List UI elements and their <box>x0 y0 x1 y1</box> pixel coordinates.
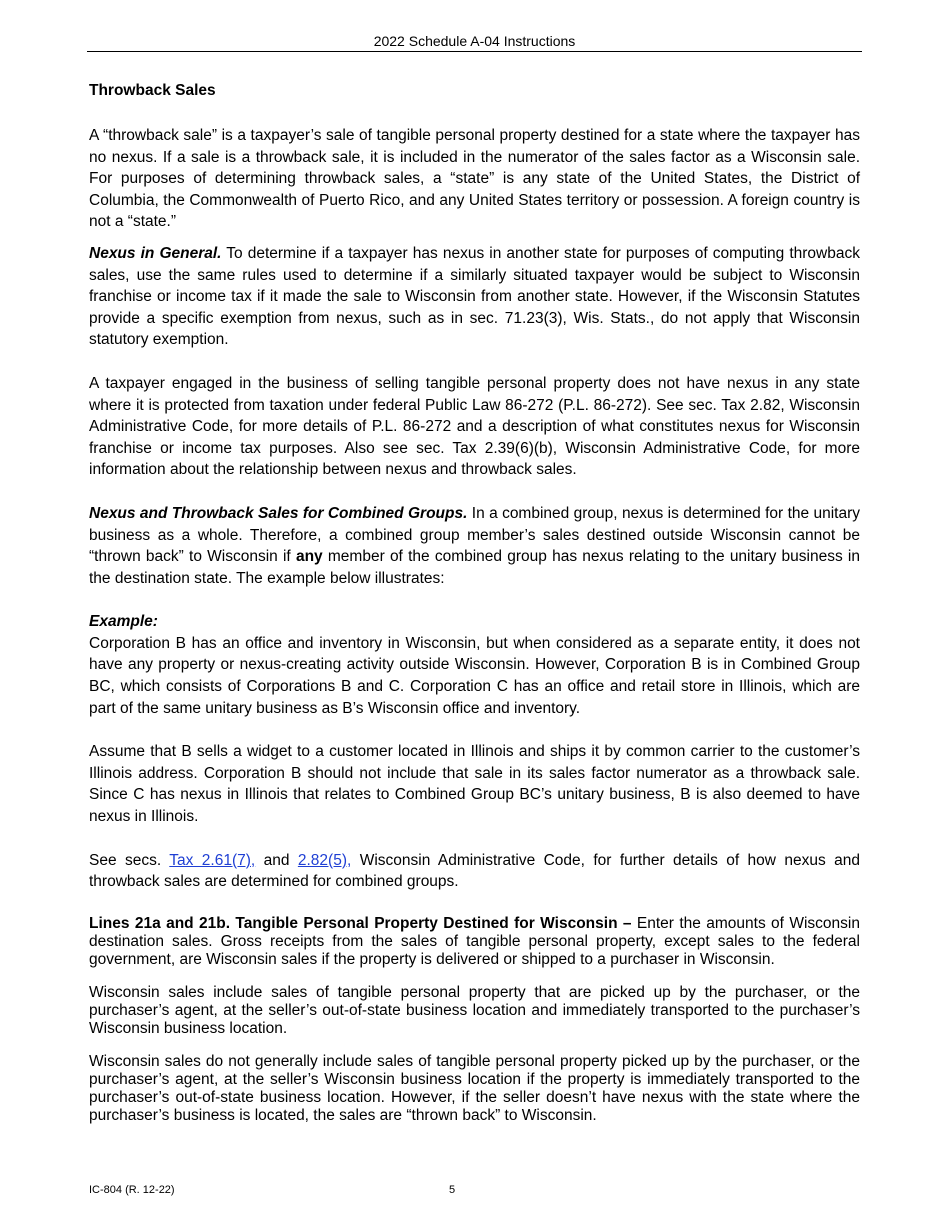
wisconsin-sales-include-paragraph: Wisconsin sales include sales of tangible personal property that are picked up by the purchaser, or the purchaser’s agent, at the seller’s out-of-state business location and immediately transported to the purchaser’s Wisconsin business location. <box>89 983 860 1037</box>
lines-21-heading: Lines 21a and 21b. Tangible Personal Property Destined for Wisconsin – <box>89 914 632 932</box>
example-paragraph-2: Assume that B sells a widget to a customer located in Illinois and ships it by common carrier to the customer’s Illinois address. Corporation B should not include that sale in its sales factor numerator as a throwback sale. Since C has nexus in Illinois that relates to Combined Group BC’s unitary business, B is also deemed to have nexus in Illinois. <box>89 743 860 826</box>
document-body <box>89 81 860 1125</box>
throwback-definition-paragraph: A “throwback sale” is a taxpayer’s sale of tangible personal property destined for a state where the taxpayer has no nexus. If a sale is a throwback sale, it is included in the numerator of the sales factor as a Wisconsin sale. For purposes of determining throwback sales, a “state” is any state of the United States, the District of Columbia, the Commonwealth of Puerto Rico, and any United States territory or possession. A foreign country is not a “state.” <box>89 127 860 231</box>
example-paragraph-1: Corporation B has an office and inventory in Wisconsin, but when considered as a separate entity, it does not have any property or nexus-creating activity outside Wisconsin. However, Corporation B is in Combined Group BC, which consists of Corporations B and C. Corporation C has an office and retail store in Illinois, which are part of the same unitary business as B’s Wisconsin office and inventory. <box>89 634 860 717</box>
page-header: 2022 Schedule A-04 Instructions <box>87 33 862 52</box>
example-heading: Example: <box>89 613 158 631</box>
tax-2-61-7-link[interactable]: Tax 2.61(7), <box>169 851 256 869</box>
combined-groups-heading: Nexus and Throwback Sales for Combined Groups. <box>89 504 468 522</box>
page-number: 5 <box>449 1184 456 1196</box>
combined-groups-text-b: member of the combined group has nexus relating to the unitary business in the destination state. The example below illustrates: <box>89 548 860 587</box>
tax-2-82-5-link[interactable]: 2.82(5), <box>297 851 352 869</box>
lines-21-paragraph <box>89 915 860 969</box>
nexus-in-general-heading: Nexus in General. <box>89 244 222 262</box>
see-secs-paragraph: See secs. Tax 2.61(7), and 2.82(5), Wisconsin Administrative Code, for further details of how nexus and throwback sales are determined for combined groups. <box>89 851 860 891</box>
wisconsin-sales-exclude-paragraph: Wisconsin sales do not generally include sales of tangible personal property picked up by the purchaser, or the purchaser’s agent, at the seller’s Wisconsin business location if the property is immediately transported to the purchaser’s out-of-state business location. However, if the seller doesn’t have nexus with the state where the purchaser’s business is located, the sales are “thrown back” to Wisconsin. <box>89 1052 860 1124</box>
nexus-in-general-paragraph <box>89 243 860 351</box>
nexus-in-general-text: To determine if a taxpayer has nexus in another state for purposes of computing throwback sales, use the same rules used to determine if a similarly situated taxpayer would be subject to Wisconsin franchise or income tax if it made the sale to Wisconsin from another state. However, if the Wisconsin Statutes provide a specific exemption from nexus, such as in sec. 71.23(3), Wis. Stats., do not apply that Wisconsin statutory exemption. <box>89 244 860 349</box>
combined-groups-paragraph <box>89 503 860 589</box>
pl-86-272-paragraph: A taxpayer engaged in the business of selling tangible personal property does not have nexus in any state where it is protected from taxation under federal Public Law 86-272 (P.L. 86-272). See sec. Tax 2.82, Wisconsin Administrative Code, for more details of P.L. 86-272 and a description of what constitutes nexus for Wisconsin franchise or income tax purposes. Also see sec. Tax 2.39(6)(b), Wisconsin Administrative Code, for more information about the relationship between nexus and throwback sales. <box>89 374 860 479</box>
lines-21-text: Enter the amounts of Wisconsin destination sales. Gross receipts from the sales of tangible personal property, except sales to the federal government, are Wisconsin sales if the property is delivered or shipped to a purchaser in Wisconsin. <box>89 914 860 968</box>
form-id: IC-804 (R. 12-22) <box>89 1184 175 1196</box>
section-title: Throwback Sales <box>89 82 216 99</box>
combined-groups-emphasis: any <box>295 548 323 566</box>
lines-21-section <box>89 915 860 1125</box>
combined-groups-text-a: In a combined group, nexus is determined for the unitary business as a whole. Therefore, a combined group member’s sales destined outside Wisconsin cannot be “thrown back” to Wisconsin if <box>89 504 861 566</box>
